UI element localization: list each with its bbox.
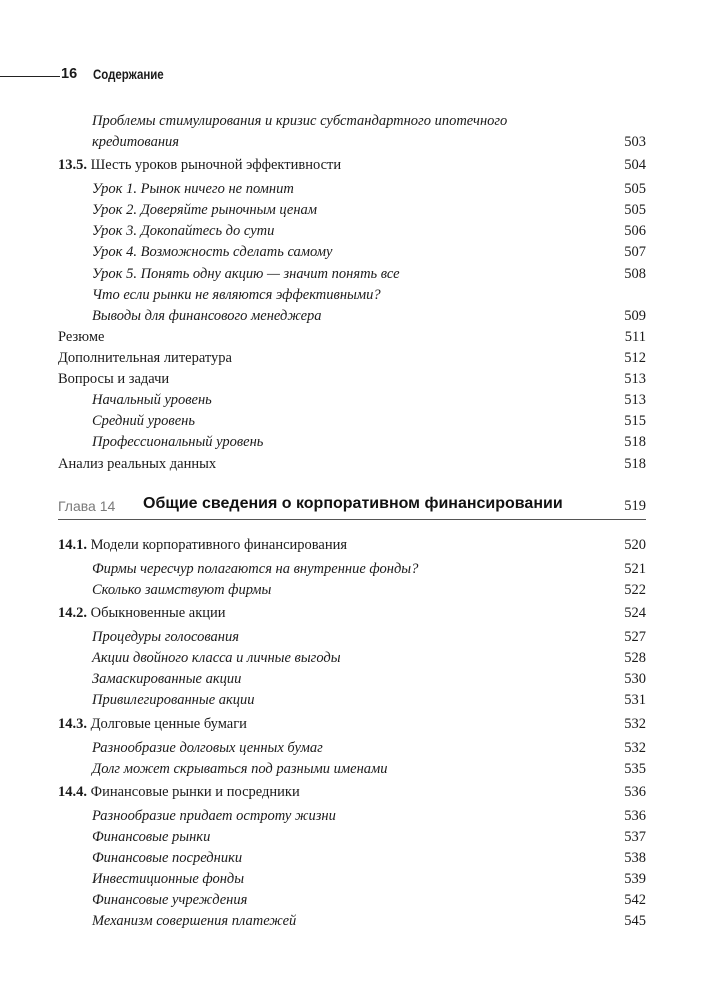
toc-entry-title — [58, 782, 300, 802]
toc-entry-title: Финансовые рынки — [92, 829, 211, 845]
toc-entry-title: Разнообразие придает остроту жизни — [92, 808, 336, 824]
chapter-title: Общие сведения о корпоративном финансировании — [143, 495, 563, 512]
header-rule — [0, 76, 60, 77]
toc-subentry — [58, 759, 646, 779]
toc-page-number: 521 — [624, 561, 646, 577]
toc-subentry — [58, 242, 646, 262]
toc-page-number: 545 — [624, 913, 646, 929]
section-title: Обыкновенные акции — [90, 605, 226, 621]
toc-entry — [58, 348, 646, 368]
toc-page-number: 518 — [624, 456, 646, 472]
toc-subentry — [58, 648, 646, 668]
toc-subentry — [58, 411, 646, 431]
toc-page-number: 511 — [624, 329, 646, 345]
toc-entry — [58, 327, 646, 347]
toc-subentry — [58, 869, 646, 889]
toc-entry-title: Финансовые посредники — [92, 850, 243, 866]
toc-page-number: 513 — [624, 371, 646, 387]
toc-entry-title: Акции двойного класса и личные выгоды — [92, 650, 341, 666]
chapter-heading — [58, 496, 646, 520]
toc-page-number: 536 — [624, 784, 646, 800]
toc-subentry — [58, 559, 646, 579]
toc-subentry — [58, 390, 646, 410]
toc-entry-title: Долг может скрываться под разными именами — [92, 761, 388, 777]
toc-section-entry — [58, 782, 646, 802]
toc-entry-title: Финансовые учреждения — [92, 892, 248, 908]
toc-page-number: 505 — [624, 202, 646, 218]
toc-entry-title: Вопросы и задачи — [58, 371, 170, 387]
toc-entry-title: Привилегированные акции — [92, 692, 255, 708]
toc-subentry — [58, 890, 646, 910]
toc-page-number: 524 — [624, 605, 646, 621]
toc-page-number: 515 — [624, 413, 646, 429]
toc-entry-title: Разнообразие долговых ценных бумаг — [92, 740, 323, 756]
section-number: 14.4. — [58, 784, 87, 800]
toc-entry-title: Начальный уровень — [92, 392, 212, 408]
toc-page-number: 505 — [624, 181, 646, 197]
toc-entry — [58, 369, 646, 389]
toc-page-number: 507 — [624, 244, 646, 260]
toc-page-number: 513 — [624, 392, 646, 408]
toc-page-number: 506 — [624, 223, 646, 239]
toc-subentry — [58, 221, 646, 241]
toc-section-entry — [58, 155, 646, 175]
toc-page-number: 532 — [624, 716, 646, 732]
toc-entry-title: Анализ реальных данных — [58, 456, 217, 472]
toc-entry-title: Сколько заимствуют фирмы — [92, 582, 272, 598]
toc-page-number: 509 — [624, 308, 646, 324]
toc-page-number: 528 — [624, 650, 646, 666]
toc-entry-title: Профессиональный уровень — [92, 434, 264, 450]
toc-subentry — [58, 669, 646, 689]
toc-subentry — [58, 111, 646, 131]
toc-entry-title — [58, 155, 341, 175]
toc-entry-title: Резюме — [58, 329, 105, 345]
toc-subentry — [58, 179, 646, 199]
toc-entry-title: Фирмы чересчур полагаются на внутренние фонды? — [92, 561, 419, 577]
toc-entry-title — [58, 535, 347, 555]
toc-entry-title: Средний уровень — [92, 413, 195, 429]
toc-page-number: 532 — [624, 740, 646, 756]
toc-subentry — [58, 200, 646, 220]
toc-entry-title: Что если рынки не являются эффективными? — [92, 287, 381, 303]
toc-subentry — [58, 285, 646, 305]
toc-entry-title: Инвестиционные фонды — [92, 871, 245, 887]
toc-page-number: 530 — [624, 671, 646, 687]
toc-entry-title: Выводы для финансового менеджера — [92, 308, 322, 324]
toc-section-entry — [58, 535, 646, 555]
toc-page-number: 531 — [624, 692, 646, 708]
toc-subentry — [58, 911, 646, 931]
toc-entry-title: Урок 5. Понять одну акцию — значит понять все — [92, 266, 400, 282]
toc-entry-title: Механизм совершения платежей — [92, 913, 297, 929]
toc-entry — [58, 454, 646, 474]
section-number: 14.2. — [58, 605, 87, 621]
section-title: Финансовые рынки и посредники — [90, 784, 300, 800]
toc-subentry — [58, 264, 646, 284]
toc-page-number: 504 — [624, 157, 646, 173]
toc-page-number: 527 — [624, 629, 646, 645]
chapter-rule — [58, 519, 646, 520]
page-number: 16 — [61, 66, 78, 82]
toc-subentry — [58, 848, 646, 868]
toc-subentry — [58, 738, 646, 758]
toc-section-entry — [58, 714, 646, 734]
toc-entry-title: Урок 3. Докопайтесь до сути — [92, 223, 275, 239]
toc-subentry — [58, 132, 646, 152]
toc-page-number: 503 — [624, 134, 646, 150]
toc-subentry — [58, 306, 646, 326]
toc-page-number: 522 — [624, 582, 646, 598]
chapter-page: 519 — [624, 498, 646, 514]
toc-page-number: 537 — [624, 829, 646, 845]
toc-entry-title — [58, 714, 247, 734]
toc-page-number: 508 — [624, 266, 646, 282]
toc-page-number: 518 — [624, 434, 646, 450]
toc-section-entry — [58, 603, 646, 623]
toc-entry-title: Замаскированные акции — [92, 671, 242, 687]
toc-subentry — [58, 827, 646, 847]
toc-page-number: 520 — [624, 537, 646, 553]
toc-page-number: 536 — [624, 808, 646, 824]
toc-subentry — [58, 806, 646, 826]
toc-entry-title: Процедуры голосования — [92, 629, 239, 645]
section-number: 13.5. — [58, 157, 87, 173]
toc-subentry — [58, 432, 646, 452]
toc-subentry — [58, 690, 646, 710]
toc-entry-title: Дополнительная литература — [58, 350, 232, 366]
toc-entry-title: Проблемы стимулирования и кризис субстандартного ипотечного — [92, 113, 508, 129]
toc-entry-title: Урок 2. Доверяйте рыночным ценам — [92, 202, 318, 218]
toc-entry-title: Урок 4. Возможность сделать самому — [92, 244, 333, 260]
section-title: Модели корпоративного финансирования — [90, 537, 348, 553]
toc-subentry — [58, 627, 646, 647]
toc-page-number: 538 — [624, 850, 646, 866]
chapter-label: Глава 14 — [58, 498, 116, 514]
toc-subentry — [58, 580, 646, 600]
running-head-title: Содержание — [93, 67, 164, 82]
toc-page-number: 535 — [624, 761, 646, 777]
toc-entry-title — [58, 603, 226, 623]
toc-page-number: 539 — [624, 871, 646, 887]
section-number: 14.1. — [58, 537, 87, 553]
section-number: 14.3. — [58, 716, 87, 732]
section-title: Долговые ценные бумаги — [90, 716, 247, 732]
toc-entry-title: кредитования — [92, 134, 180, 150]
section-title: Шесть уроков рыночной эффективности — [90, 157, 342, 173]
toc-entry-title: Урок 1. Рынок ничего не помнит — [92, 181, 294, 197]
toc-page-number: 542 — [624, 892, 646, 908]
toc-page-number: 512 — [624, 350, 646, 366]
